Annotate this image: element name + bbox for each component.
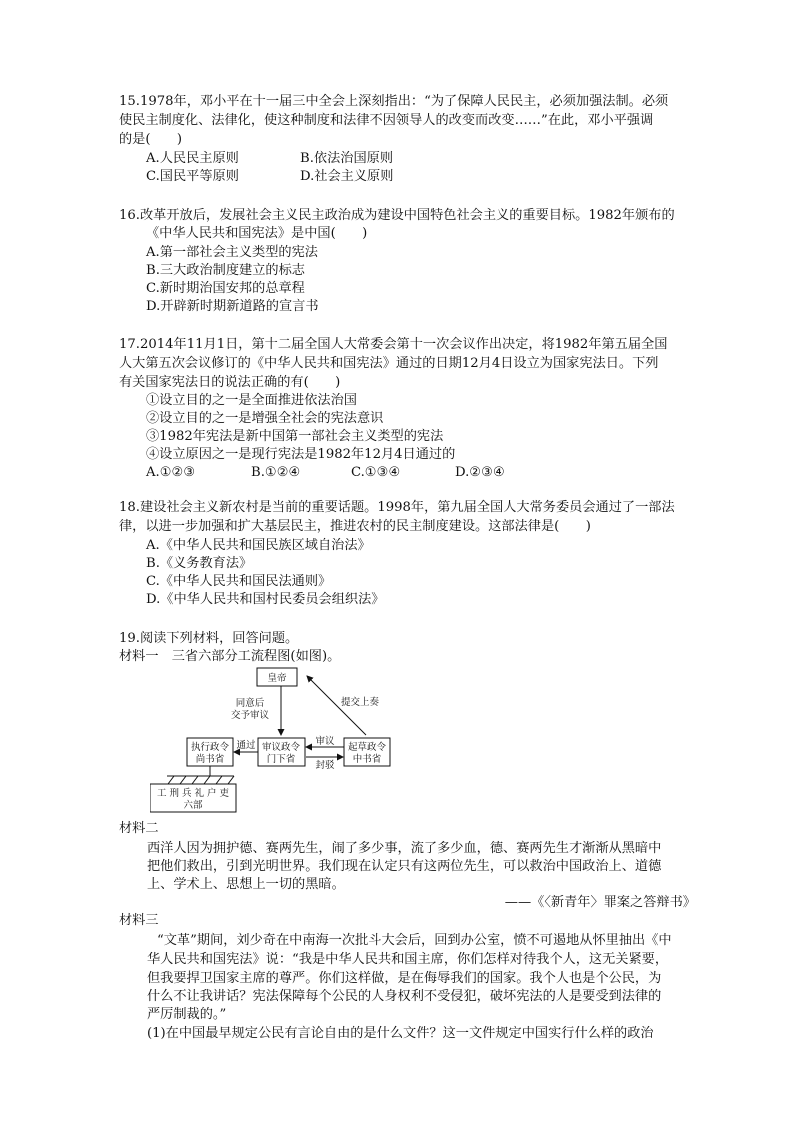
review-label: 审议 — [315, 736, 335, 747]
approve-label-2: 交予审议 — [230, 710, 270, 721]
shangshu-name: 尚书省 — [195, 754, 225, 765]
q15-option-a: A.人民民主原则 — [146, 151, 239, 166]
q19-material-2-line-3: 上、学术上、思想上一切的黑暗。 — [147, 877, 345, 892]
six-ministries-name: 六部 — [183, 800, 203, 811]
q19-subquestion-1: (1)在中国最早规定公民有言论自由的是什么文件？这一文件规定中国实行什么样的政治 — [147, 1026, 654, 1041]
q16-option-c: C.新时期治国安邦的总章程 — [146, 281, 305, 296]
q15-option-b: B.依法治国原则 — [300, 151, 394, 166]
menxia-name: 门下省 — [266, 754, 296, 765]
q15-option-c: C.国民平等原则 — [146, 169, 239, 184]
q18-stem-line-2: 律，以进一步加强和扩大基层民主，推进农村的民主制度建设。这部法律是( ) — [119, 519, 591, 534]
q19-material-2-source: ——《〈新青年〉罪案之答辩书》 — [504, 895, 696, 910]
q18-option-a: A.《中华人民共和国民族区域自治法》 — [146, 538, 371, 553]
q18-stem-line-1: 18.建设社会主义新农村是当前的重要话题。1998年，第九届全国人大常务委员会通过了一部法 — [119, 500, 675, 515]
q18-option-c: C.《中华人民共和国民法通则》 — [146, 574, 332, 589]
q19-material-3-line-4: 什么不让我讲话？宪法保障每个公民的人身权利不受侵犯，破坏宪法的人是要受到法律的 — [147, 989, 662, 1004]
zhongshu-role: 起草政令 — [347, 742, 387, 753]
q19-material-3-label: 材料三 — [119, 913, 159, 928]
q19-material-1-label: 材料一 三省六部分工流程图(如图)。 — [119, 649, 341, 664]
q19-material-3-line-3: 但我要捍卫国家主席的尊严。你们这样做，是在侮辱我们的国家。我个人也是个公民，为 — [147, 971, 662, 986]
emperor-label: 皇帝 — [267, 673, 287, 684]
q18-option-d: D.《中华人民共和国村民委员会组织法》 — [146, 592, 385, 607]
q19-material-2-line-2: 把他们救出，引到光明世界。我们现在认定只有这两位先生，可以救治中国政治上、道德 — [147, 859, 662, 874]
menxia-role: 审议政令 — [261, 742, 301, 753]
three-departments-six-ministries-diagram — [150, 662, 410, 822]
q19-intro: 19.阅读下列材料，回答问题。 — [119, 631, 299, 646]
q18-option-b: B.《义务教育法》 — [146, 556, 253, 571]
shangshu-role: 执行政令 — [190, 742, 230, 753]
q17-option-b: B.①②④ — [251, 465, 301, 480]
approve-label-1: 同意后 — [235, 698, 265, 709]
q19-material-3-line-2: 华人民共和国宪法》说：“我是中华人民共和国主席，你们怎样对待我个人，这无关紧要， — [147, 952, 669, 967]
q17-item-2: ②设立目的之一是增强全社会的宪法意识 — [146, 411, 384, 426]
q17-option-c: C.①③④ — [351, 465, 401, 480]
q17-stem-line-2: 人大第五次会议修订的《中华人民共和国宪法》通过的日期12月4日设立为国家宪法日。下列 — [119, 356, 659, 371]
q16-option-b: B.三大政治制度建立的标志 — [146, 263, 305, 278]
q17-stem-line-3: 有关国家宪法日的说法正确的有( ) — [119, 375, 341, 390]
q16-stem-line-2: 《中华人民共和国宪法》是中国( ) — [146, 226, 368, 241]
q17-option-d: D.②③④ — [455, 465, 505, 480]
q16-stem-line-1: 16.改革开放后，发展社会主义民主政治成为建设中国特色社会主义的重要目标。1982年颁布的 — [119, 208, 675, 223]
q19-material-2-line-1: 西洋人因为拥护德、赛两先生，闹了多少事，流了多少血，德、赛两先生才渐渐从黑暗中 — [147, 841, 662, 856]
q15-stem-line-3: 的是( ) — [119, 132, 183, 147]
q16-option-d: D.开辟新时期新道路的宣言书 — [146, 299, 319, 314]
q15-stem-line-1: 15.1978年，邓小平在十一届三中全会上深刻指出：“为了保障人民民主，必须加强法制。必须 — [119, 94, 669, 109]
zhongshu-name: 中书省 — [352, 754, 382, 765]
q17-option-a: A.①②③ — [146, 465, 196, 480]
pass-label: 通过 — [236, 740, 256, 751]
q19-material-3-line-1: “文革”期间，刘少奇在中南海一次批斗大会后，回到办公室，愤不可遏地从怀里抽出《中 — [157, 933, 672, 948]
reject-label: 封驳 — [315, 760, 335, 771]
q19-material-2-label: 材料二 — [119, 821, 159, 836]
q19-material-3-line-5: 严厉制裁的。” — [147, 1007, 227, 1022]
q15-stem-line-2: 使民主制度化、法律化，使这种制度和法律不因领导人的改变而改变……”在此，邓小平强调 — [119, 113, 654, 128]
q17-item-1: ①设立目的之一是全面推进依法治国 — [146, 393, 357, 408]
q15-option-d: D.社会主义原则 — [300, 169, 394, 184]
six-ministries-list: 工 刑 兵 礼 户 吏 — [156, 788, 230, 799]
submit-label: 提交上奏 — [340, 697, 380, 708]
q17-item-4: ④设立原因之一是现行宪法是1982年12月4日通过的 — [146, 447, 456, 462]
q17-item-3: ③1982年宪法是新中国第一部社会主义类型的宪法 — [146, 429, 444, 444]
q17-stem-line-1: 17.2014年11月1日，第十二届全国人大常委会第十一次会议作出决定，将1982年第五届全国 — [119, 337, 668, 352]
q16-option-a: A.第一部社会主义类型的宪法 — [146, 245, 318, 260]
